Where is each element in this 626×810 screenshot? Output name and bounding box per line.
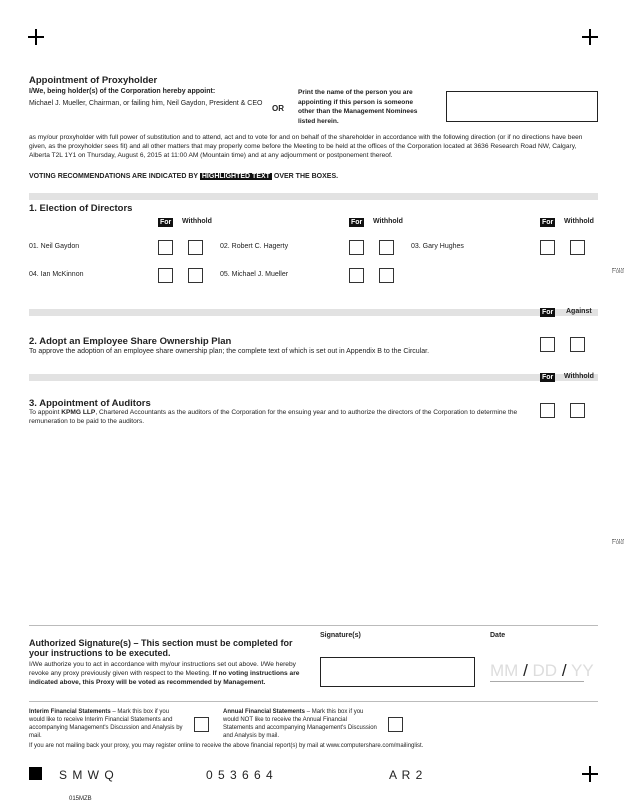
interim-statements-text: Interim Financial Statements – Mark this box if you would like to receive Interim Financial Statements and accompanying Management's Discussion and Analysis by mail.	[29, 709, 183, 739]
interim-statements-checkbox[interactable]	[194, 717, 209, 732]
withhold-header: Withhold	[564, 373, 594, 380]
form-code: S M W Q	[59, 768, 115, 782]
section1-title: 1. Election of Directors	[29, 203, 133, 214]
for-checkbox[interactable]	[158, 268, 173, 283]
registration-mark	[582, 29, 598, 45]
for-checkbox[interactable]	[349, 268, 364, 283]
for-header: For	[542, 309, 554, 316]
withhold-checkbox[interactable]	[570, 240, 585, 255]
date-input[interactable]: MM / DD / YY	[490, 661, 594, 680]
withhold-checkbox[interactable]	[379, 240, 394, 255]
proxy-paragraph: as my/our proxyholder with full power of substitution and to attend, act and to vote for and on behalf of the shareholder in accordance with the following direction (or if no directions have been given, as the proxyholder sees fit) and all other matters that may properly come before the Meeting to be held at the offices of the Corporation located at 3636 Research Road NW, Calgary, Alberta T2L 1Y1 on Thursday, August 6, 2015 at 11:00 AM (Mountain time) and at any adjournment or postponement thereof.	[29, 134, 583, 159]
withhold-checkbox[interactable]	[570, 403, 585, 418]
print-instruction: Print the name of the person you are appointing if this person is someone other than the Management Nominees listed herein.	[298, 89, 418, 125]
signature-label: Signature(s)	[320, 632, 361, 639]
annual-statements-text: Annual Financial Statements – Mark this box if you would NOT like to receive the Annual Financial Statements and accompanying Management's Discussion and Analysis by mail.	[223, 709, 377, 739]
director-name: 02. Robert C. Hagerty	[220, 243, 289, 250]
for-checkbox[interactable]	[540, 337, 555, 352]
form-code: A R 2	[389, 768, 424, 782]
for-header: For	[351, 219, 363, 226]
signature-text: I/We authorize you to act in accordance with my/our instructions set out above. I/We hereby revoke any proxy previously given with respect to the Meeting. If no voting instructions are indicated above, this Proxy will be voted as recommended by Management.	[29, 661, 300, 686]
against-checkbox[interactable]	[570, 337, 585, 352]
section2-title: 2. Adopt an Employee Share Ownership Plan	[29, 336, 232, 347]
divider	[29, 701, 598, 702]
signature-input[interactable]	[320, 657, 475, 687]
withhold-header: Withhold	[564, 218, 594, 225]
fold-mark: Fold	[612, 269, 624, 275]
section-divider	[29, 374, 598, 381]
signature-title: Authorized Signature(s) – This section must be completed for your instructions to be executed.	[29, 638, 293, 658]
registration-mark	[28, 29, 44, 45]
section2-description: To approve the adoption of an employee share ownership plan; the complete text of which is set out in Appendix B to the Circular.	[29, 348, 430, 355]
online-registration-note: If you are not mailing back your proxy, you may register online to receive the above financial report(s) by mail at www.computershare.com/mailinglist.	[29, 743, 424, 749]
director-name: 05. Michael J. Mueller	[220, 271, 289, 278]
against-header: Against	[566, 308, 592, 315]
section3-title: 3. Appointment of Auditors	[29, 398, 151, 409]
appoint-label: I/We, being holder(s) of the Corporation hereby appoint:	[29, 88, 216, 95]
proxyholder-name-input[interactable]	[446, 91, 598, 122]
withhold-checkbox[interactable]	[379, 268, 394, 283]
section-divider	[29, 193, 598, 200]
for-checkbox[interactable]	[349, 240, 364, 255]
withhold-header: Withhold	[373, 218, 403, 225]
fold-mark: Fold	[612, 540, 624, 546]
for-checkbox[interactable]	[540, 240, 555, 255]
withhold-header: Withhold	[182, 218, 212, 225]
director-name: 01. Neil Gaydon	[29, 243, 80, 250]
proxy-title: Appointment of Proxyholder	[29, 75, 158, 86]
form-number: 0 5 3 6 6 4	[206, 768, 274, 782]
form-id: 015MZB	[69, 796, 92, 802]
for-header: For	[542, 374, 554, 381]
for-checkbox[interactable]	[540, 403, 555, 418]
section-divider	[29, 309, 598, 316]
withhold-checkbox[interactable]	[188, 268, 203, 283]
black-square-mark	[29, 767, 42, 780]
nominees: Michael J. Mueller, Chairman, or failing him, Neil Gaydon, President & CEO	[29, 100, 263, 107]
voting-recommendation-note: VOTING RECOMMENDATIONS ARE INDICATED BY HIGHLIGHTED TEXT OVER THE BOXES.	[29, 173, 339, 180]
for-header: For	[542, 219, 554, 226]
registration-mark	[582, 766, 598, 782]
director-name: 03. Gary Hughes	[411, 243, 464, 250]
withhold-checkbox[interactable]	[188, 240, 203, 255]
divider	[29, 625, 598, 626]
or-label: OR	[272, 104, 284, 113]
director-name: 04. Ian McKinnon	[29, 271, 84, 278]
for-checkbox[interactable]	[158, 240, 173, 255]
section3-description: To appoint KPMG LLP, Chartered Accountants as the auditors of the Corporation for the ensuing year and to authorize the directors of the Corporation to determine the remuneration to be paid to the auditors.	[29, 409, 518, 425]
annual-statements-checkbox[interactable]	[388, 717, 403, 732]
date-label: Date	[490, 632, 506, 639]
for-header: For	[160, 219, 172, 226]
